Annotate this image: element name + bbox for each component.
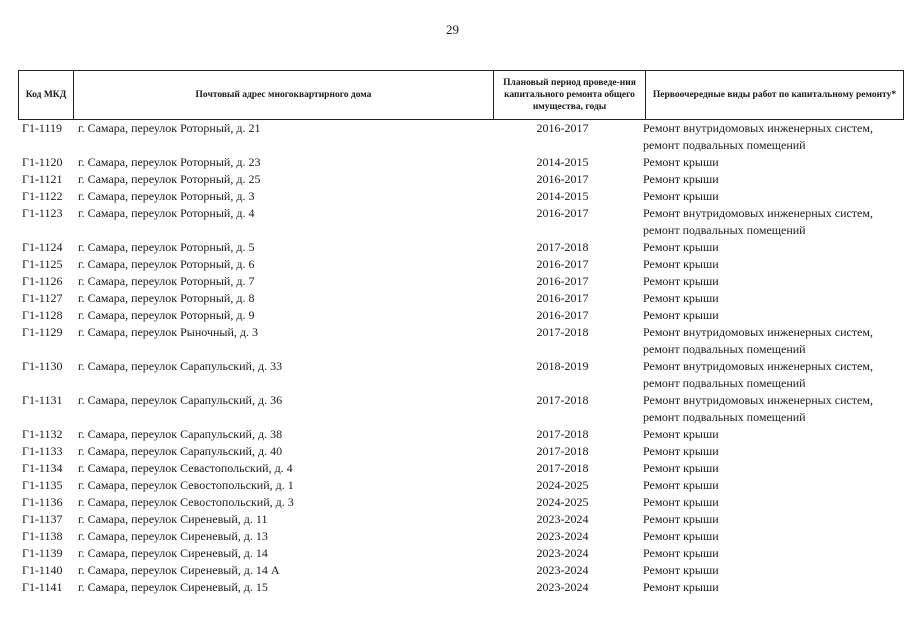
cell-code: Г1-1139: [22, 546, 63, 560]
cell-works: Ремонт крыши: [643, 308, 719, 322]
cell-code: Г1-1133: [22, 444, 63, 458]
cell-period: 2017-2018: [536, 393, 589, 407]
table-row: [0, 528, 905, 545]
cell-period: 2014-2015: [536, 189, 589, 203]
cell-address: г. Самара, переулок Роторный, д. 21: [78, 121, 261, 135]
page-number: 29: [446, 22, 459, 37]
cell-address: г. Самара, переулок Севостопольский, д. 3: [78, 495, 294, 509]
cell-code: Г1-1120: [22, 155, 63, 169]
cell-code: Г1-1123: [22, 206, 63, 220]
cell-address: г. Самара, переулок Сарапульский, д. 40: [78, 444, 283, 458]
cell-address: г. Самара, переулок Роторный, д. 8: [78, 291, 255, 305]
table-row: [0, 273, 905, 290]
cell-works: Ремонт внутридомовых инженерных систем, ремонт подвальных помещений: [643, 121, 873, 152]
cell-works: Ремонт внутридомовых инженерных систем, ремонт подвальных помещений: [643, 393, 873, 424]
table-row: [0, 358, 905, 392]
header-address: Почтовый адрес многоквартирного дома: [74, 71, 494, 119]
cell-period: 2024-2025: [536, 495, 589, 509]
cell-period: 2017-2018: [536, 444, 589, 458]
cell-address: г. Самара, переулок Роторный, д. 23: [78, 155, 261, 169]
cell-period: 2023-2024: [536, 529, 589, 543]
cell-works: Ремонт крыши: [643, 461, 719, 475]
cell-period: 2017-2018: [536, 427, 589, 441]
cell-works: Ремонт крыши: [643, 563, 719, 577]
table-row: [0, 256, 905, 273]
cell-code: Г1-1131: [22, 393, 63, 407]
cell-works: Ремонт крыши: [643, 427, 719, 441]
table-row: [0, 511, 905, 528]
cell-address: г. Самара, переулок Севостопольский, д. 1: [78, 478, 294, 492]
cell-code: Г1-1137: [22, 512, 63, 526]
cell-works: Ремонт крыши: [643, 529, 719, 543]
cell-period: 2017-2018: [536, 325, 589, 339]
cell-period: 2016-2017: [536, 257, 589, 271]
cell-period: 2016-2017: [536, 121, 589, 135]
header-code: Код МКД: [18, 71, 74, 119]
cell-code: Г1-1134: [22, 461, 63, 475]
cell-period: 2016-2017: [536, 308, 589, 322]
cell-works: Ремонт крыши: [643, 189, 719, 203]
cell-address: г. Самара, переулок Роторный, д. 7: [78, 274, 255, 288]
cell-period: 2024-2025: [536, 478, 589, 492]
cell-works: Ремонт крыши: [643, 444, 719, 458]
cell-code: Г1-1128: [22, 308, 63, 322]
cell-period: 2023-2024: [536, 512, 589, 526]
cell-period: 2016-2017: [536, 172, 589, 186]
cell-works: Ремонт крыши: [643, 291, 719, 305]
table-row: [0, 579, 905, 596]
cell-code: Г1-1119: [22, 121, 63, 135]
table-row: [0, 426, 905, 443]
table-row: [0, 477, 905, 494]
cell-works: Ремонт внутридомовых инженерных систем, ремонт подвальных помещений: [643, 359, 873, 390]
cell-period: 2023-2024: [536, 580, 589, 594]
cell-address: г. Самара, переулок Роторный, д. 9: [78, 308, 255, 322]
cell-works: Ремонт крыши: [643, 155, 719, 169]
cell-works: Ремонт крыши: [643, 495, 719, 509]
cell-code: Г1-1136: [22, 495, 63, 509]
cell-period: 2017-2018: [536, 461, 589, 475]
cell-address: г. Самара, переулок Сарапульский, д. 38: [78, 427, 283, 441]
cell-code: Г1-1141: [22, 580, 63, 594]
cell-works: Ремонт крыши: [643, 172, 719, 186]
cell-address: г. Самара, переулок Роторный, д. 25: [78, 172, 261, 186]
cell-works: Ремонт внутридомовых инженерных систем, ремонт подвальных помещений: [643, 206, 873, 237]
cell-address: г. Самара, переулок Сиреневый, д. 15: [78, 580, 268, 594]
table-row: [0, 392, 905, 426]
cell-works: Ремонт крыши: [643, 580, 719, 594]
cell-works: Ремонт крыши: [643, 546, 719, 560]
cell-code: Г1-1132: [22, 427, 63, 441]
table-row: [0, 188, 905, 205]
cell-works: Ремонт крыши: [643, 257, 719, 271]
cell-address: г. Самара, переулок Сиреневый, д. 14 А: [78, 563, 280, 577]
cell-code: Г1-1127: [22, 291, 63, 305]
table-row: [0, 460, 905, 477]
cell-address: г. Самара, переулок Роторный, д. 4: [78, 206, 255, 220]
cell-code: Г1-1135: [22, 478, 63, 492]
cell-code: Г1-1121: [22, 172, 63, 186]
cell-address: г. Самара, переулок Сарапульский, д. 36: [78, 393, 283, 407]
table-row: [0, 205, 905, 239]
table-row: [0, 324, 905, 358]
cell-code: Г1-1122: [22, 189, 63, 203]
table-row: [0, 239, 905, 256]
header-works: Первоочередные виды работ по капитальному ремонту*: [646, 71, 904, 119]
cell-period: 2016-2017: [536, 274, 589, 288]
cell-code: Г1-1138: [22, 529, 63, 543]
cell-code: Г1-1126: [22, 274, 63, 288]
table-row: [0, 120, 905, 154]
cell-address: г. Самара, переулок Сиреневый, д. 13: [78, 529, 268, 543]
table-row: [0, 494, 905, 511]
table-row: [0, 545, 905, 562]
cell-code: Г1-1129: [22, 325, 63, 339]
table-row: [0, 290, 905, 307]
cell-code: Г1-1125: [22, 257, 63, 271]
cell-works: Ремонт крыши: [643, 274, 719, 288]
cell-works: Ремонт крыши: [643, 478, 719, 492]
cell-period: 2016-2017: [536, 291, 589, 305]
cell-address: г. Самара, переулок Роторный, д. 3: [78, 189, 255, 203]
cell-address: г. Самара, переулок Сиреневый, д. 14: [78, 546, 268, 560]
cell-period: 2023-2024: [536, 546, 589, 560]
cell-period: 2014-2015: [536, 155, 589, 169]
cell-address: г. Самара, переулок Рыночный, д. 3: [78, 325, 259, 339]
cell-code: Г1-1124: [22, 240, 63, 254]
cell-address: г. Самара, переулок Сарапульский, д. 33: [78, 359, 283, 373]
cell-period: 2018-2019: [536, 359, 589, 373]
header-period: Плановый период проведе-ния капитального ремонта общего имущества, годы: [494, 71, 646, 119]
cell-period: 2016-2017: [536, 206, 589, 220]
cell-address: г. Самара, переулок Сиреневый, д. 11: [78, 512, 268, 526]
table-row: [0, 154, 905, 171]
cell-address: г. Самара, переулок Роторный, д. 5: [78, 240, 255, 254]
cell-code: Г1-1130: [22, 359, 63, 373]
cell-works: Ремонт крыши: [643, 512, 719, 526]
cell-address: г. Самара, переулок Севастопольский, д. 4: [78, 461, 293, 475]
cell-code: Г1-1140: [22, 563, 63, 577]
cell-works: Ремонт крыши: [643, 240, 719, 254]
table-body: [0, 120, 905, 596]
cell-address: г. Самара, переулок Роторный, д. 6: [78, 257, 255, 271]
cell-period: 2017-2018: [536, 240, 589, 254]
table-row: [0, 307, 905, 324]
table-row: [0, 171, 905, 188]
cell-period: 2023-2024: [536, 563, 589, 577]
table-header: [18, 70, 904, 120]
table-row: [0, 562, 905, 579]
table-row: [0, 443, 905, 460]
cell-works: Ремонт внутридомовых инженерных систем, ремонт подвальных помещений: [643, 325, 873, 356]
